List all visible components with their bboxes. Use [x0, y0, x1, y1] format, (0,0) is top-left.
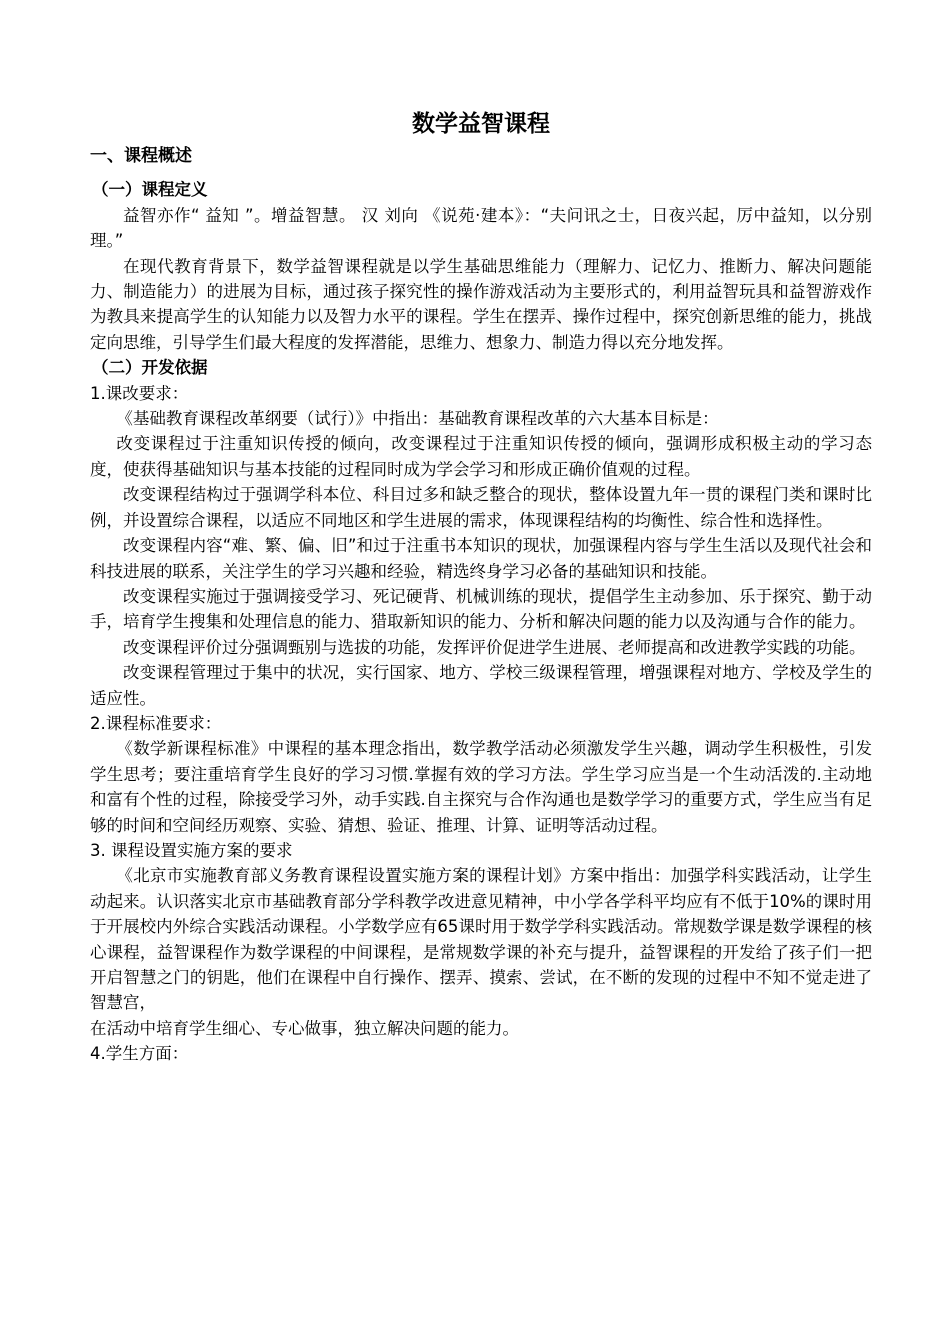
subsection-heading-definition: （一）课程定义	[92, 180, 208, 200]
paragraph-standard: 《数学新课程标准》中课程的基本理念指出，数学教学活动必须激发学生兴趣，调动学生积极性，引发学生思考；要注重培育学生良好的学习习惯.掌握有效的学习方法。学生学习应当是一个生动活泼的.主动地和富有个性的过程，除接受学习外，动手实践.自主探究与合作沟通也是数学学习的重要方式，学生应当有足够的时间和空间经历观察、实验、猜想、验证、推理、计算、证明等活动过程。	[90, 739, 872, 835]
numbered-item-1: 1.课改要求：	[90, 383, 189, 403]
paragraph-plan: 《北京市实施教育部义务教育课程设置实施方案的课程计划》方案中指出：加强学科实践活动，让学生动起来。认识落实北京市基础教育部分学科教学改进意见精神，中小学各学科平均应有不低于10%的课时用于开展校内外综合实践活动课程。小学数学应有65课时用于数学学科实践活动。常规数学课是数学课程的核心课程，益智课程作为数学课程的中间课程，是常规数学课的补充与提升，益智课程的开发给了孩子们一把开启智慧之门的钥匙，他们在课程中自行操作、摆弄、摸索、尝试，在不断的发现的过程中不知不觉走进了智慧宫，	[90, 866, 872, 1013]
section-heading: 一、课程概述	[90, 146, 192, 166]
paragraph-reform-goal-2: 改变课程结构过于强调学科本位、科目过多和缺乏整合的现状，整体设置九年一贯的课程门类和课时比例，并设置综合课程，以适应不同地区和学生进展的需求，体现课程结构的均衡性、综合性和选择性。	[90, 485, 872, 530]
paragraph-reform-goal-3: 改变课程内容“难、繁、偏、旧”和过于注重书本知识的现状，加强课程内容与学生生活以及现代社会和科技进展的联系，关注学生的学习兴趣和经验，精选终身学习必备的基础知识和技能。	[90, 536, 872, 581]
paragraph-reform-goal-1: 改变课程过于注重知识传授的倾向，改变课程过于注重知识传授的倾向，强调形成积极主动的学习态度，使获得基础知识与基本技能的过程同时成为学会学习和形成正确价值观的过程。	[90, 434, 872, 479]
paragraph-definition-2: 在现代教育背景下，数学益智课程就是以学生基础思维能力（理解力、记忆力、推断力、解决问题能力、制造能力）的进展为目标，通过孩子探究性的操作游戏活动为主要形式的，利用益智玩具和益智游戏作为教具来提高学生的认知能力以及智力水平的课程。学生在摆弄、操作过程中，探究创新思维的能力，挑战定向思维，引导学生们最大程度的发挥潜能，思维力、想象力、制造力得以充分地发挥。	[90, 256, 872, 352]
paragraph-reform-intro: 《基础教育课程改革纲要（试行）》中指出：基础教育课程改革的六大基本目标是：	[116, 409, 719, 429]
doc-title: 数学益智课程	[412, 111, 550, 137]
numbered-item-3: 3. 课程设置实施方案的要求	[90, 840, 293, 860]
paragraph-definition-1: 益智亦作“ 益知 ”。增益智慧。 汉 刘向 《说苑·建本》：“夫问讯之士，日夜兴起，厉中益知，以分别理。”	[90, 205, 872, 251]
paragraph-plan-continued: 在活动中培育学生细心、专心做事，独立解决问题的能力。	[90, 1018, 519, 1038]
subsection-heading-basis: （二）开发依据	[92, 358, 208, 378]
paragraph-reform-goal-6: 改变课程管理过于集中的状况，实行国家、地方、学校三级课程管理，增强课程对地方、学校及学生的适应性。	[90, 663, 872, 708]
paragraph-reform-goal-4: 改变课程实施过于强调接受学习、死记硬背、机械训练的现状，提倡学生主动参加、乐于探究、勤于动手，培育学生搜集和处理信息的能力、猎取新知识的能力、分析和解决问题的能力以及沟通与合作的能力。	[90, 586, 872, 632]
numbered-item-2: 2.课程标准要求：	[90, 713, 222, 733]
paragraph-reform-goal-5: 改变课程评价过分强调甄别与选拔的功能，发挥评价促进学生进展、老师提高和改进教学实践的功能。	[123, 637, 866, 657]
numbered-item-4: 4.学生方面：	[90, 1044, 189, 1064]
document-page	[90, 108, 872, 1067]
